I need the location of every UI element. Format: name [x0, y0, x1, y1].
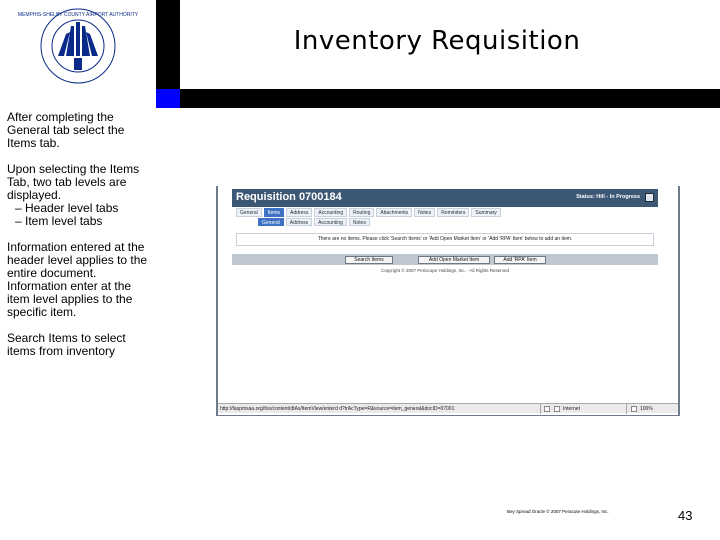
- airport-authority-seal: [17, 6, 139, 86]
- note-step-2-text: Upon selecting the Items Tab, two tab levels are displayed.: [7, 162, 140, 202]
- requisition-title: Requisition 0700184: [236, 191, 342, 203]
- add-open-market-item-button[interactable]: Add Open Market Item: [418, 256, 490, 264]
- items-panel: [236, 233, 654, 246]
- globe-icon: [554, 406, 560, 412]
- decorative-blue-square: [156, 89, 180, 108]
- note-header-tabs: – Header level tabs: [15, 201, 119, 215]
- tab-summary[interactable]: Summary: [471, 208, 500, 217]
- tab-routing[interactable]: Routing: [349, 208, 374, 217]
- tab-general[interactable]: General: [236, 208, 262, 217]
- tab-reminders[interactable]: Reminders: [437, 208, 469, 217]
- item-action-bar: [232, 254, 658, 265]
- page-number: 43: [678, 508, 693, 523]
- instruction-notes: [7, 111, 155, 371]
- status-url: http://faspmsaa.org/foo/content/dtAs/ItemView/enterd d?trAcType=R&source=item_general&docID=07001: [220, 406, 455, 412]
- note-step-2: [7, 163, 155, 228]
- seal-text: MEMPHIS-SHELBY COUNTY AIRPORT AUTHORITY: [17, 12, 139, 18]
- slide-title: Inventory Requisition: [293, 26, 581, 56]
- note-step-4: Search Items to select items from inventory: [7, 331, 126, 358]
- header-level-tabs: [236, 208, 501, 217]
- no-items-message: There are no items. Please click 'Search Items' or 'Add Open Market Item' or 'Add 'RPA' Item' below to add an item.: [317, 236, 573, 242]
- print-icon[interactable]: [645, 193, 654, 202]
- item-level-tabs: [258, 218, 370, 226]
- note-item-tabs: – Item level tabs: [15, 214, 103, 228]
- status-divider: [540, 404, 541, 414]
- note-step-3: Information entered at the header level applies to the entire document. Information enter at the item level applies to the specific item.: [7, 240, 148, 319]
- requisition-header: [232, 189, 658, 207]
- status-divider: [626, 404, 627, 414]
- security-icon: [544, 406, 550, 412]
- logo-area: [0, 0, 156, 92]
- decorative-vertical-bar: [156, 0, 180, 92]
- item-tab-address[interactable]: Address: [286, 218, 312, 226]
- tab-items[interactable]: Items: [264, 208, 284, 217]
- tab-notes[interactable]: Notes: [414, 208, 435, 217]
- search-items-button[interactable]: Search Items: [345, 256, 393, 264]
- item-tab-general[interactable]: General: [258, 218, 284, 226]
- screenshot-browser-window: [216, 186, 680, 416]
- add-rpa-item-button[interactable]: Add 'RPA' Item: [494, 256, 546, 264]
- item-tab-notes[interactable]: Notes: [349, 218, 370, 226]
- browser-status-bar: [218, 403, 678, 413]
- requisition-status: Status: Hill - In Progress: [576, 194, 640, 200]
- tab-address[interactable]: Address: [286, 208, 312, 217]
- status-zoom[interactable]: 100%: [640, 406, 653, 412]
- decorative-horizontal-bar: [180, 89, 720, 108]
- status-zone: Internet: [563, 406, 580, 412]
- tab-attachments[interactable]: Attachments: [376, 208, 412, 217]
- item-tab-accounting[interactable]: Accounting: [314, 218, 347, 226]
- note-step-1: After completing the General tab select the Items tab.: [7, 110, 125, 150]
- tab-accounting[interactable]: Accounting: [314, 208, 347, 217]
- app-copyright: Copyright © 2007 Periscope Holdings, Inc. - All Rights Reserved: [380, 268, 510, 273]
- slide-footer: Bey Spread Oracle © 2007 Peracute Holdings, Inc.: [507, 509, 609, 514]
- zoom-icon[interactable]: [631, 406, 637, 412]
